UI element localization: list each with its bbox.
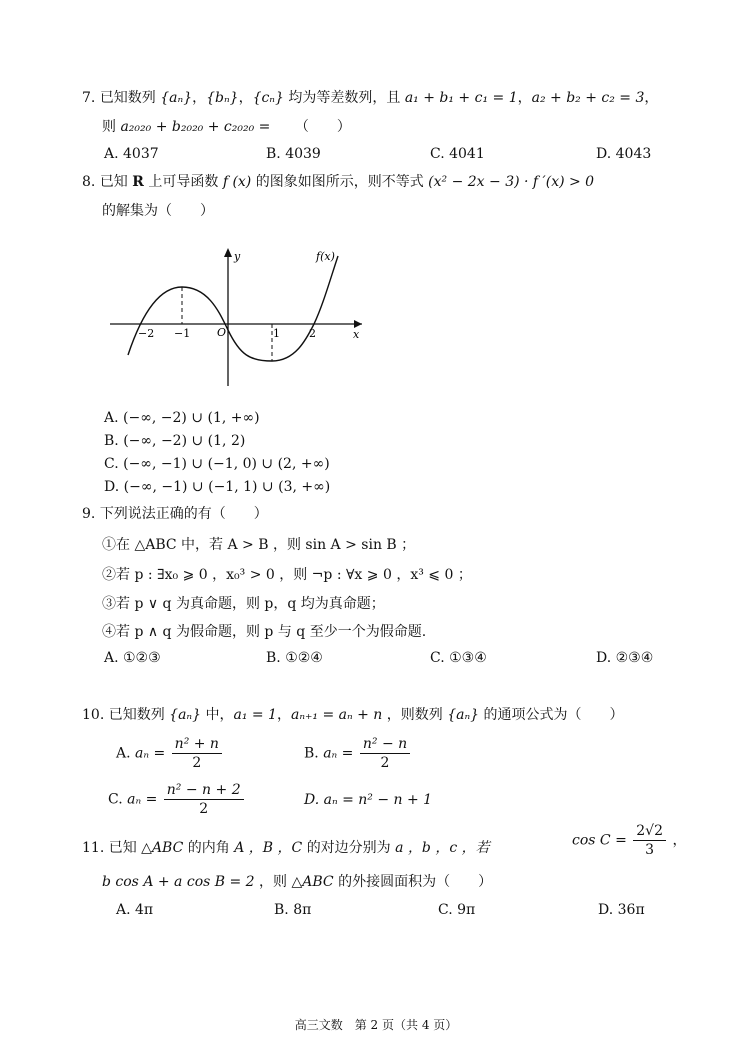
q7-number: 7. (82, 90, 96, 106)
q10-option-a-numerator: n² + n (172, 735, 222, 754)
q10-option-b-lhs: aₙ = (323, 745, 354, 762)
curve-label: f(x) (316, 250, 335, 263)
q9-statement-1: ①在 △ABC 中，若 A > B ，则 sin A > sin B ； (102, 537, 416, 553)
tick-label-neg2: −2 (138, 327, 155, 340)
q11-option-a: A. 4π (116, 902, 154, 918)
q9-option-c: C. ①③④ (430, 650, 487, 666)
q11-option-c: C. 9π (438, 902, 476, 918)
q11-triangle: △ABC (141, 840, 184, 856)
y-axis-arrow (224, 248, 232, 257)
q7-option-c: C. 4041 (430, 146, 485, 162)
q10-stem-b: 中， (205, 707, 234, 723)
q11-number: 11. (82, 840, 105, 856)
q9-number: 9. (82, 506, 96, 522)
q9-statement-3: ③若 p ∨ q 为真命题，则 p，q 均为真命题； (102, 596, 385, 612)
q10-option-c (108, 781, 246, 818)
q10-option-c-fraction (164, 781, 244, 818)
q9-option-d: D. ②③④ (596, 650, 654, 666)
q11-condition: b cos A + a cos B = 2 (102, 874, 255, 890)
q7-line2-a: 则 (102, 119, 116, 135)
q7-comma: ， (644, 90, 659, 106)
q10-option-a-lhs: aₙ = (135, 745, 166, 762)
q10-number: 10. (82, 707, 105, 723)
q11-line2 (102, 872, 492, 892)
tick-label-neg1: −1 (174, 327, 191, 340)
q11-line2-b: ，则 (259, 874, 288, 890)
q9-option-a: A. ①②③ (104, 650, 161, 666)
origin-label: O (217, 326, 227, 339)
q7-seq-b: {bₙ} (206, 90, 239, 106)
q8-option-a: A. (−∞, −2) ∪ (1, +∞) (104, 410, 260, 426)
q8-stem-a: 已知 (99, 174, 128, 190)
q11-sides: a ，b ，c ，若 (395, 840, 490, 856)
q10-stem-d: 的通项公式为（ ） (483, 707, 624, 723)
q10-option-b-denominator: 2 (380, 755, 390, 771)
q8-ineq: (x² − 2x − 3) · f ′(x) > 0 (428, 174, 595, 190)
q10-stem-c: ，则数列 (386, 707, 443, 723)
q11-comma: ， (672, 832, 687, 849)
q10-option-c-denominator: 2 (199, 801, 209, 817)
q9-statement-4: ④若 p ∧ q 为假命题，则 p 与 q 至少一个为假命题. (102, 624, 427, 640)
q7-option-b: B. 4039 (266, 146, 321, 162)
q7-stem-a: 已知数列 (99, 90, 156, 106)
q11-stem-c: 的对边分别为 (306, 840, 391, 856)
q8-number: 8. (82, 174, 96, 190)
q7-comma: ， (517, 90, 532, 106)
q9-line1 (82, 504, 268, 524)
q10-line1 (82, 705, 624, 725)
q10-option-a-fraction (172, 735, 222, 772)
q7-comma: ， (238, 90, 253, 106)
q11-triangle-2: △ABC (291, 874, 334, 890)
q10-option-b-fraction (360, 735, 410, 772)
tick-label-2: 2 (309, 327, 316, 340)
q8-line1 (82, 172, 594, 192)
y-axis-label: y (234, 250, 241, 263)
q10-option-c-lhs: aₙ = (127, 791, 158, 808)
q11-line1 (82, 838, 490, 858)
q7-comma: ， (192, 90, 207, 106)
page-footer: 高三文数 第 2 页（共 4 页） (294, 1018, 458, 1032)
q8-fx: f (x) (222, 174, 252, 190)
q8-function-graph (100, 240, 375, 390)
tick-label-1: 1 (273, 327, 280, 340)
q10-option-d (304, 790, 432, 810)
q11-stem-a: 已知 (108, 840, 137, 856)
q8-option-b: B. (−∞, −2) ∪ (1, 2) (104, 433, 246, 449)
q10-option-b-label: B. (304, 745, 319, 762)
q10-option-a (116, 735, 224, 772)
q7-paren: （ ） (294, 119, 351, 135)
q10-a1: a₁ = 1 (233, 707, 277, 723)
q11-cos-numerator: 2√2 (633, 822, 666, 841)
q10-seq2: {aₙ} (447, 707, 480, 723)
q7-line2 (102, 117, 351, 137)
function-curve (128, 256, 338, 361)
q10-comma: ， (276, 707, 291, 723)
q7-eq1: a₁ + b₁ + c₁ = 1 (404, 90, 518, 106)
q10-recurrence: aₙ₊₁ = aₙ + n (290, 707, 383, 723)
q7-expr: a₂₀₂₀ + b₂₀₂₀ + c₂₀₂₀ = (120, 119, 271, 135)
q8-stem-b: 上可导函数 (148, 174, 219, 190)
q7-option-a: A. 4037 (104, 146, 159, 162)
q8-R: R (132, 174, 144, 190)
q11-option-d: D. 36π (598, 902, 645, 918)
q7-seq-c: {cₙ} (252, 90, 284, 106)
q7-eq2: a₂ + b₂ + c₂ = 3 (531, 90, 645, 106)
q9-statement-2: ②若 p : ∃x₀ ⩾ 0 ，x₀³ > 0 ，则 ¬p : ∀x ⩾ 0 ，x³ ⩽ 0 ； (102, 567, 472, 583)
q7-option-d: D. 4043 (596, 146, 652, 162)
q9-option-b: B. ①②④ (266, 650, 323, 666)
q10-option-d-text: D. aₙ = n² − n + 1 (304, 792, 433, 808)
q11-angles: A ，B ，C (234, 840, 303, 856)
q10-option-b (304, 735, 412, 772)
q10-stem-a: 已知数列 (108, 707, 165, 723)
q9-stem: 下列说法正确的有（ ） (99, 506, 268, 522)
q11-stem-b: 的内角 (187, 840, 230, 856)
q10-seq: {aₙ} (169, 707, 202, 723)
x-axis-label: x (353, 328, 360, 341)
q11-cos-expression (572, 822, 686, 859)
q8-option-c: C. (−∞, −1) ∪ (−1, 0) ∪ (2, +∞) (104, 456, 330, 472)
q7-line1 (82, 88, 658, 108)
q10-option-c-numerator: n² − n + 2 (164, 781, 244, 800)
q7-stem-b: 均为等差数列，且 (288, 90, 401, 106)
q10-option-a-label: A. (116, 745, 131, 762)
q10-option-b-numerator: n² − n (360, 735, 410, 754)
q11-line2-d: 的外接圆面积为（ ） (338, 874, 493, 890)
q10-option-a-denominator: 2 (192, 755, 202, 771)
q11-cos-fraction (633, 822, 666, 859)
q8-stem-c: 的图象如图所示，则不等式 (255, 174, 424, 190)
q11-cos-denominator: 3 (645, 842, 655, 858)
q7-seq-a: {aₙ} (160, 90, 193, 106)
q10-option-c-label: C. (108, 791, 123, 808)
q8-line2: 的解集为（ ） (102, 203, 214, 219)
x-axis-arrow (354, 320, 362, 328)
q11-option-b: B. 8π (274, 902, 312, 918)
q11-cos-lhs: cos C = (572, 832, 627, 849)
q8-option-d: D. (−∞, −1) ∪ (−1, 1) ∪ (3, +∞) (104, 479, 331, 495)
